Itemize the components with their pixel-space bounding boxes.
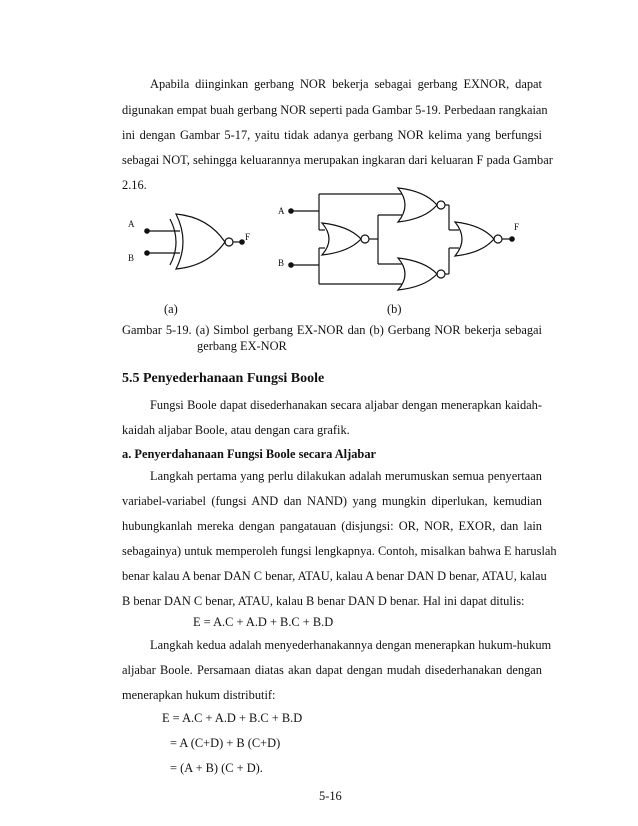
paragraph-line: menerapkan hukum distributif:	[122, 688, 276, 702]
label-b: B	[128, 253, 135, 263]
label-f: F	[514, 222, 520, 232]
input-a-terminal	[144, 228, 150, 234]
paragraph-line: 2.16.	[122, 178, 147, 192]
paragraph-line: Fungsi Boole dapat disederhanakan secara aljabar dengan menerapkan kaidah-	[150, 398, 542, 412]
gate-diagram	[0, 180, 638, 330]
section-title: 5.5 Penyederhanaan Fungsi Boole	[122, 371, 325, 386]
paragraph-line: ini dengan Gambar 5-17, yaitu tidak adanya gerbang NOR kelima yang berfungsi	[122, 128, 542, 142]
input-a-terminal	[288, 208, 294, 214]
label-a: A	[128, 219, 135, 229]
figure-caption-b: (b)	[387, 302, 402, 316]
paragraph-line: Apabila diinginkan gerbang NOR bekerja sebagai gerbang EXNOR, dapat	[150, 77, 542, 91]
nor-network	[291, 188, 512, 290]
paragraph-line: sebagainya) untuk memperoleh fungsi lengkapnya. Contoh, misalkan bahwa E haruslah	[122, 544, 557, 558]
page-number: 5-16	[319, 789, 342, 803]
paragraph-line: aljabar Boole. Persamaan diatas akan dapat dengan mudah disederhanakan dengan	[122, 663, 542, 677]
derivation-line: = A (C+D) + B (C+D)	[170, 736, 281, 750]
paragraph-line: kaidah aljabar Boole, atau dengan cara grafik.	[122, 423, 350, 437]
label-b: B	[278, 258, 285, 268]
paragraph-line: B benar DAN C benar, ATAU, kalau B benar DAN D benar. Hal ini dapat ditulis:	[122, 594, 525, 608]
paragraph-line: hubungkanlah mereka dengan pangatauan (disjungsi: OR, NOR, EXOR, dan lain	[122, 519, 542, 533]
figure-caption: gerbang EX-NOR	[197, 339, 287, 353]
paragraph-line: variabel-variabel (fungsi AND dan NAND) yang mungkin diperlukan, kemudian	[122, 494, 542, 508]
paragraph-line: sebagai NOT, sehingga keluarannya merupakan ingkaran dari keluaran F pada Gambar	[122, 153, 553, 167]
paragraph-line: Langkah pertama yang perlu dilakukan adalah merumuskan semua penyertaan	[150, 469, 542, 483]
equation: E = A.C + A.D + B.C + B.D	[193, 615, 334, 629]
derivation-line: = (A + B) (C + D).	[170, 761, 263, 775]
input-b-terminal	[144, 250, 150, 256]
paragraph-line: benar kalau A benar DAN C benar, ATAU, kalau A benar DAN D benar, ATAU, kalau	[122, 569, 547, 583]
input-b-terminal	[288, 262, 294, 268]
exnor-gate-symbol	[147, 214, 242, 269]
paragraph-line: digunakan empat buah gerbang NOR seperti pada Gambar 5-19. Perbedaan rangkaian	[122, 103, 548, 117]
output-f-terminal	[239, 239, 245, 245]
output-f-terminal	[509, 236, 515, 242]
subsection-title: a. Penyerdahanaan Fungsi Boole secara Aljabar	[122, 447, 377, 461]
derivation-line: E = A.C + A.D + B.C + B.D	[162, 711, 303, 725]
label-f: F	[245, 232, 251, 242]
label-a: A	[278, 206, 285, 216]
figure-caption-a: (a)	[164, 302, 178, 316]
figure-caption: Gambar 5-19. (a) Simbol gerbang EX-NOR dan (b) Gerbang NOR bekerja sebagai	[122, 323, 542, 337]
paragraph-line: Langkah kedua adalah menyederhanakannya dengan menerapkan hukum-hukum	[150, 638, 552, 652]
